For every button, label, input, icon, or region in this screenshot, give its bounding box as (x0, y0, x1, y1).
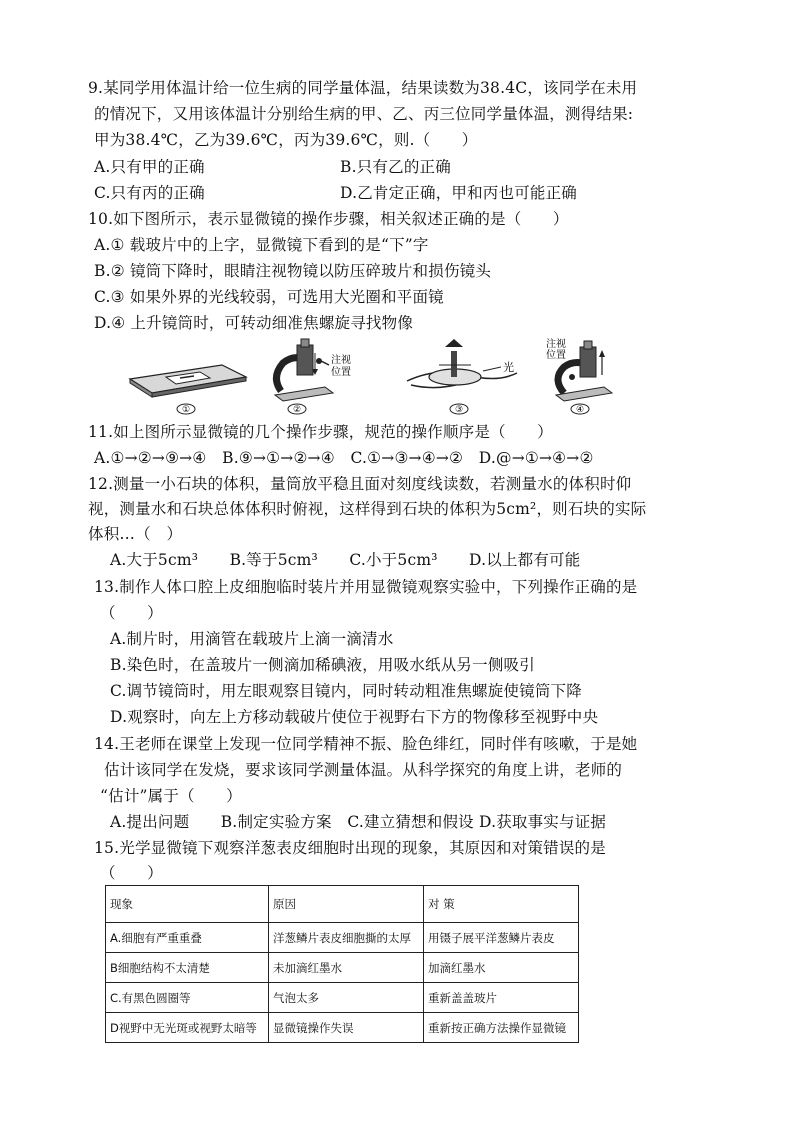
phenomenon-table (105, 885, 579, 1043)
fig2-label-top: 注视 (331, 355, 351, 366)
table-cell: 未加滴红墨水 (269, 953, 424, 983)
q14-line1: 14.王老师在课堂上发现一位同学精神不振、脸色绯红，同时伴有咳嗽，于是她 (94, 735, 638, 753)
fig2-number: ② (292, 405, 302, 415)
fig4-label-top: 注视 (546, 339, 566, 350)
table-cell: C.有黑色圆圈等 (106, 983, 269, 1013)
q9-line1: 9.某同学用体温计给一位生病的同学量体温，结果读数为38.4C，该同学在未用 (88, 79, 638, 97)
q12-line3: 体积…（ ） (88, 525, 183, 543)
q9-line2: 的情况下，又用该体温计分别给生病的甲、乙、丙三位同学量体温，测得结果: (94, 105, 634, 123)
table-cell: 气泡太多 (269, 983, 424, 1013)
q12-line2: 视，测量水和石块总体体积时俯视，这样得到石块的体积为5cm²，则石块的实际 (88, 500, 647, 518)
table-row (106, 1013, 579, 1043)
q10-option-a: A.① 载玻片中的上字，显微镜下看到的是“下”字 (94, 236, 429, 254)
table-cell: 用镊子展平洋葱鳞片表皮 (424, 923, 579, 953)
slide-illustration (122, 337, 252, 417)
table-header-row (106, 886, 579, 923)
q10-option-b: B.② 镜筒下降时，眼睛注视物镜以防压碎玻片和损伤镜头 (94, 262, 492, 280)
q10-option-d: D.④ 上升镜筒时，可转动细准焦螺旋寻找物像 (94, 314, 414, 332)
q14-line3: “估计”属于（ ） (100, 787, 242, 805)
q14-line2: 估计该同学在发烧，要求该同学测量体温。从科学探究的角度上讲，老师的 (104, 761, 623, 779)
q13-option-d: D.观察时，向左上方移动载破片使位于视野右下方的物像移至视野中央 (110, 708, 599, 726)
q13-option-a: A.制片时，用滴管在载玻片上滴一滴清水 (110, 630, 394, 648)
fig4-number: ④ (575, 405, 585, 415)
table-cell: 重新盖盖玻片 (424, 983, 579, 1013)
q9-option-b: B.只有乙的正确 (340, 158, 451, 176)
header-solution: 对 策 (424, 886, 579, 923)
q11-options: A.①→②→⑨→④ B.⑨→①→②→④ C.①→③→④→② D.@→①→④→② (94, 449, 594, 467)
table-cell: 显微镜操作失误 (269, 1013, 424, 1043)
q9-option-d: D.乙肯定正确，甲和丙也可能正确 (340, 184, 578, 202)
q10-option-c: C.③ 如果外界的光线较弱，可选用大光圈和平面镜 (94, 288, 444, 306)
table-cell: D视野中无光斑或视野太暗等 (106, 1013, 269, 1043)
fig2-label-bottom: 位置 (331, 367, 351, 378)
q13-option-c: C.调节镜筒时，用左眼观察目镜内，同时转动粗准焦螺旋使镜筒下降 (110, 682, 582, 700)
fig3-light-label: 光 (503, 361, 514, 374)
q13-line2: （ ） (100, 604, 163, 622)
q10-stem: 10.如下图所示，表示显微镜的操作步骤，相关叙述正确的是（ ） (88, 210, 569, 228)
microscope-lowering-illustration (267, 337, 377, 417)
q11-stem: 11.如上图所示显微镜的几个操作步骤，规范的操作顺序是（ ） (88, 423, 553, 441)
table-cell: 重新按正确方法操作显微镜 (424, 1013, 579, 1043)
table-cell: A.细胞有严重重叠 (106, 923, 269, 953)
table-cell: 加滴红墨水 (424, 953, 579, 983)
table-row (106, 983, 579, 1013)
q12-options: A.大于5cm³ B.等于5cm³ C.小于5cm³ D.以上都有可能 (110, 551, 581, 569)
q13-option-b: B.染色时，在盖玻片一侧滴加稀碘液，用吸水纸从另一侧吸引 (110, 656, 535, 674)
table-cell: B细胞结构不太清楚 (106, 953, 269, 983)
q15-line2: （ ） (100, 864, 163, 882)
microscope-steps-figure (122, 337, 642, 417)
fig3-number: ③ (454, 405, 464, 415)
header-cause: 原因 (269, 886, 424, 923)
fig4-label-bottom: 位置 (546, 350, 566, 361)
q14-options: A.提出问题 B.制定实验方案 C.建立猜想和假设 D.获取事实与证据 (110, 813, 607, 831)
q12-line1: 12.测量一小石块的体积，量筒放平稳且面对刻度线读数，若测量水的体积时仰 (88, 475, 632, 493)
q13-line1: 13.制作人体口腔上皮细胞临时装片并用显微镜观察实验中，下列操作正确的是 (94, 578, 638, 596)
q15-line1: 15.光学显微镜下观察洋葱表皮细胞时出现的现象，其原因和对策错误的是 (94, 839, 606, 857)
header-phenomenon: 现象 (106, 886, 269, 923)
table-row (106, 953, 579, 983)
table-row (106, 923, 579, 953)
q9-option-a: A.只有甲的正确 (94, 158, 205, 176)
q9-line3: 甲为38.4℃，乙为39.6℃，丙为39.6℃，则.（ ） (94, 131, 478, 149)
mirror-light-illustration (397, 337, 527, 417)
table-cell: 洋葱鳞片表皮细胞撕的太厚 (269, 923, 424, 953)
microscope-raising-illustration (542, 337, 642, 417)
q9-option-c: C.只有丙的正确 (94, 184, 205, 202)
fig1-number: ① (181, 405, 191, 415)
